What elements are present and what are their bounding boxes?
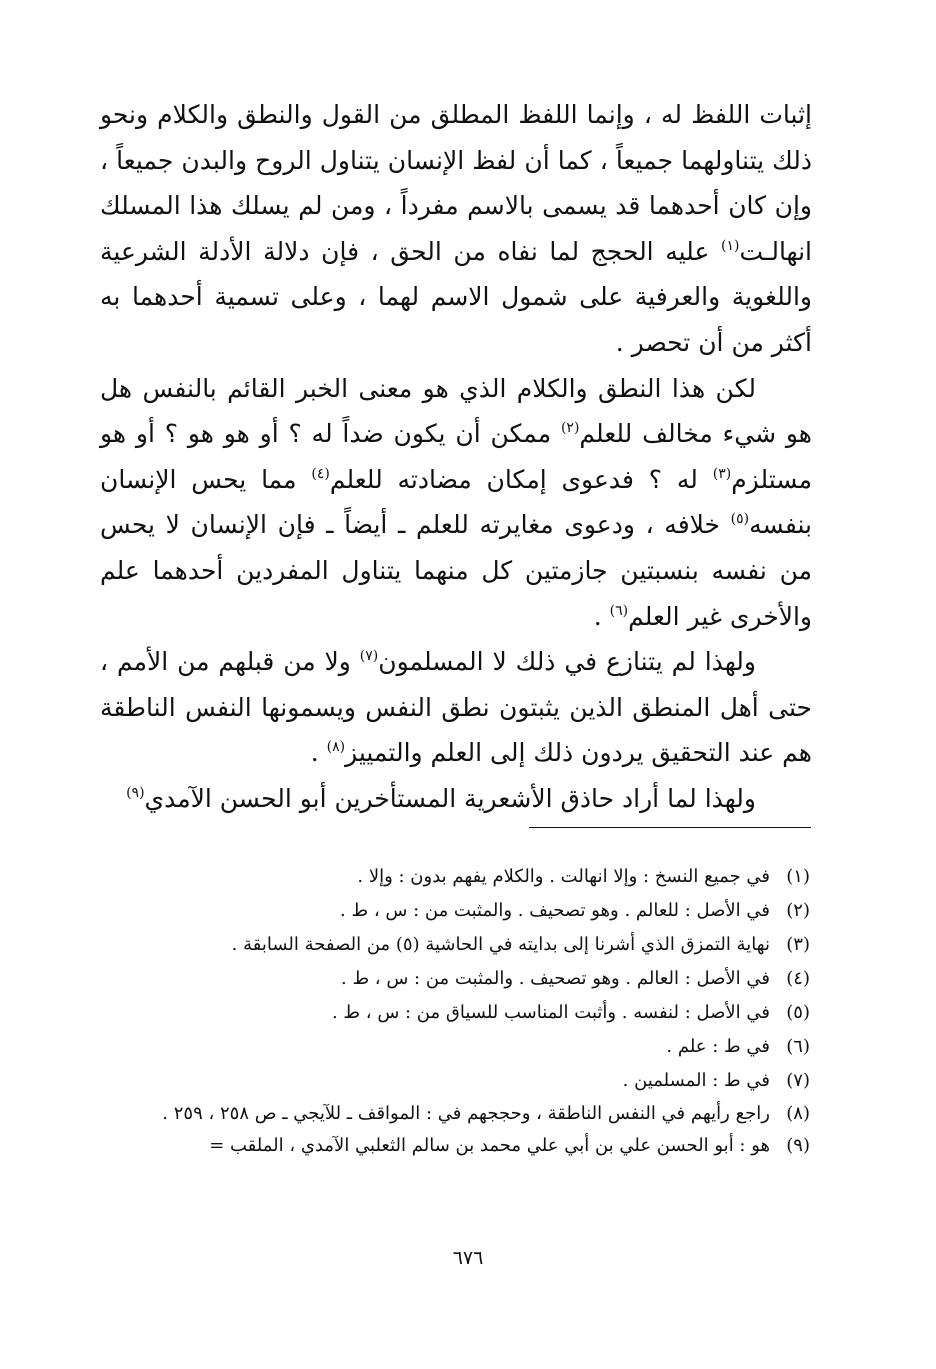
paragraph-2-text-a: لكن هذا النطق والكلام الذي هو معنى الخبر القائم بالنفس هل هو شيء مخالف للعلم (100, 373, 812, 449)
paragraph-2-text-b: ممكن أن يكون ضداً له ؟ أو هو هو ؟ أو هو مستلزم (100, 419, 812, 494)
footnote-separator (529, 827, 811, 828)
footnote-number: (١) (786, 866, 810, 887)
footnote-9 (106, 1129, 810, 1163)
paragraph-1-text-a: إثبات اللفظ له ، وإنما اللفظ المطلق من القول والنطق والكلام ونحو ذلك يتناولهما جميعاً ، كما أن لفظ الإنسان يتناول الروح والبدن جميعاً ، وإن كان أحدهما قد يسمى بالاسم مفرداً ، ومن لم يسلك هذا المسلك انهالـت (100, 100, 812, 266)
footnote-1 (106, 860, 810, 894)
paragraph-2 (100, 366, 812, 640)
footnote-number: (٨) (786, 1103, 810, 1124)
footnote-ref-1: (١) (720, 237, 740, 254)
paragraph-2-text-e: خلافه ، ودعوى مغايرته للعلم ـ أيضاً ـ فإن الإنسان لا يحس من نفسه بنسبتين جازمتين كل منهما يتناول المفردين أحدهما علم والأخرى غير العلم (100, 510, 812, 631)
footnote-ref-9: (٩) (126, 784, 145, 801)
footnote-8 (106, 1098, 810, 1129)
footnote-2 (106, 894, 810, 928)
footnotes-list (106, 860, 810, 1163)
footnote-number: (٣) (786, 934, 810, 955)
footnote-text: في ط : المسلمين . (622, 1070, 770, 1091)
footnote-text: في الأصل : لنفسه . وأثبت المناسب للسياق من : س ، ط . (331, 1002, 770, 1023)
footnote-ref-8: (٨) (326, 739, 346, 756)
footnote-text: في الأصل : للعالم . وهو تصحيف . والمثبت من : س ، ط . (340, 900, 770, 921)
footnote-ref-2: (٢) (560, 420, 580, 437)
footnote-number: (٦) (786, 1036, 810, 1057)
footnote-number: (٥) (786, 1002, 810, 1023)
paragraph-2-text-f: . (593, 601, 610, 631)
paragraph-4-text-a: ولهذا لما أراد حاذق الأشعرية المستأخرين أبو الحسن الآمدي (144, 783, 756, 813)
footnote-number: (٤) (786, 968, 810, 989)
footnote-ref-3: (٣) (712, 465, 732, 482)
footnote-ref-7: (٧) (359, 648, 379, 665)
footnote-number: (٩) (786, 1135, 810, 1156)
paragraph-2-text-c: له ؟ فدعوى إمكان مضادته للعلم (329, 464, 713, 494)
footnote-5 (106, 996, 810, 1030)
main-text (100, 92, 812, 822)
footnote-6 (106, 1030, 810, 1064)
paragraph-3-text-a: ولهذا لم يتنازع في ذلك لا المسلمون (378, 647, 756, 677)
footnote-text: هو : أبو الحسن علي بن أبي علي محمد بن سالم الثعلبي الآمدي ، الملقب = (209, 1135, 770, 1156)
footnote-ref-6: (٦) (609, 602, 629, 619)
footnote-3 (106, 928, 810, 962)
footnote-text: في الأصل : العالم . وهو تصحيف . والمثبت من : س ، ط . (341, 968, 770, 989)
footnote-7 (106, 1064, 810, 1098)
footnote-text: في جميع النسخ : وإلا انهالت . والكلام يفهم بدون : وإلا . (357, 866, 770, 887)
paragraph-2-text-d: مما يحس الإنسان بنفسه (100, 464, 812, 540)
footnote-text: في ط : علم . (666, 1036, 770, 1057)
paragraph-3-text-c: . (310, 738, 327, 768)
page-number: ٦٧٦ (452, 1247, 484, 1269)
paragraph-4 (100, 776, 812, 822)
footnote-number: (٧) (786, 1070, 810, 1091)
paragraph-3-text-b: ولا من قبلهم من الأمم ، حتى أهل المنطق الذين يثبتون نطق النفس ويسمونها النفس الناطقة هم عند التحقيق يردون ذلك إلى العلم والتمييز (100, 647, 812, 768)
footnote-text: راجع رأيهم في النفس الناطقة ، وحججهم في : المواقف ـ للآيجي ـ ص ٢٥٨ ، ٢٥٩ . (162, 1103, 770, 1124)
paragraph-1 (100, 92, 812, 366)
footnote-ref-4: (٤) (311, 465, 330, 482)
footnote-number: (٢) (786, 900, 810, 921)
footnote-4 (106, 962, 810, 996)
footnote-ref-5: (٥) (730, 511, 750, 528)
footnote-text: نهاية التمزق الذي أشرنا إلى بدايته في الحاشية (٥) من الصفحة السابقة . (231, 934, 770, 955)
paragraph-1-text-b: عليه الحجج لما نفاه من الحق ، فإن دلالة الأدلة الشرعية واللغوية والعرفية على شمول الاسم لهما ، وعلى تسمية أحدهما به أكثر من أن تحصر . (100, 236, 812, 357)
paragraph-3 (100, 639, 812, 776)
